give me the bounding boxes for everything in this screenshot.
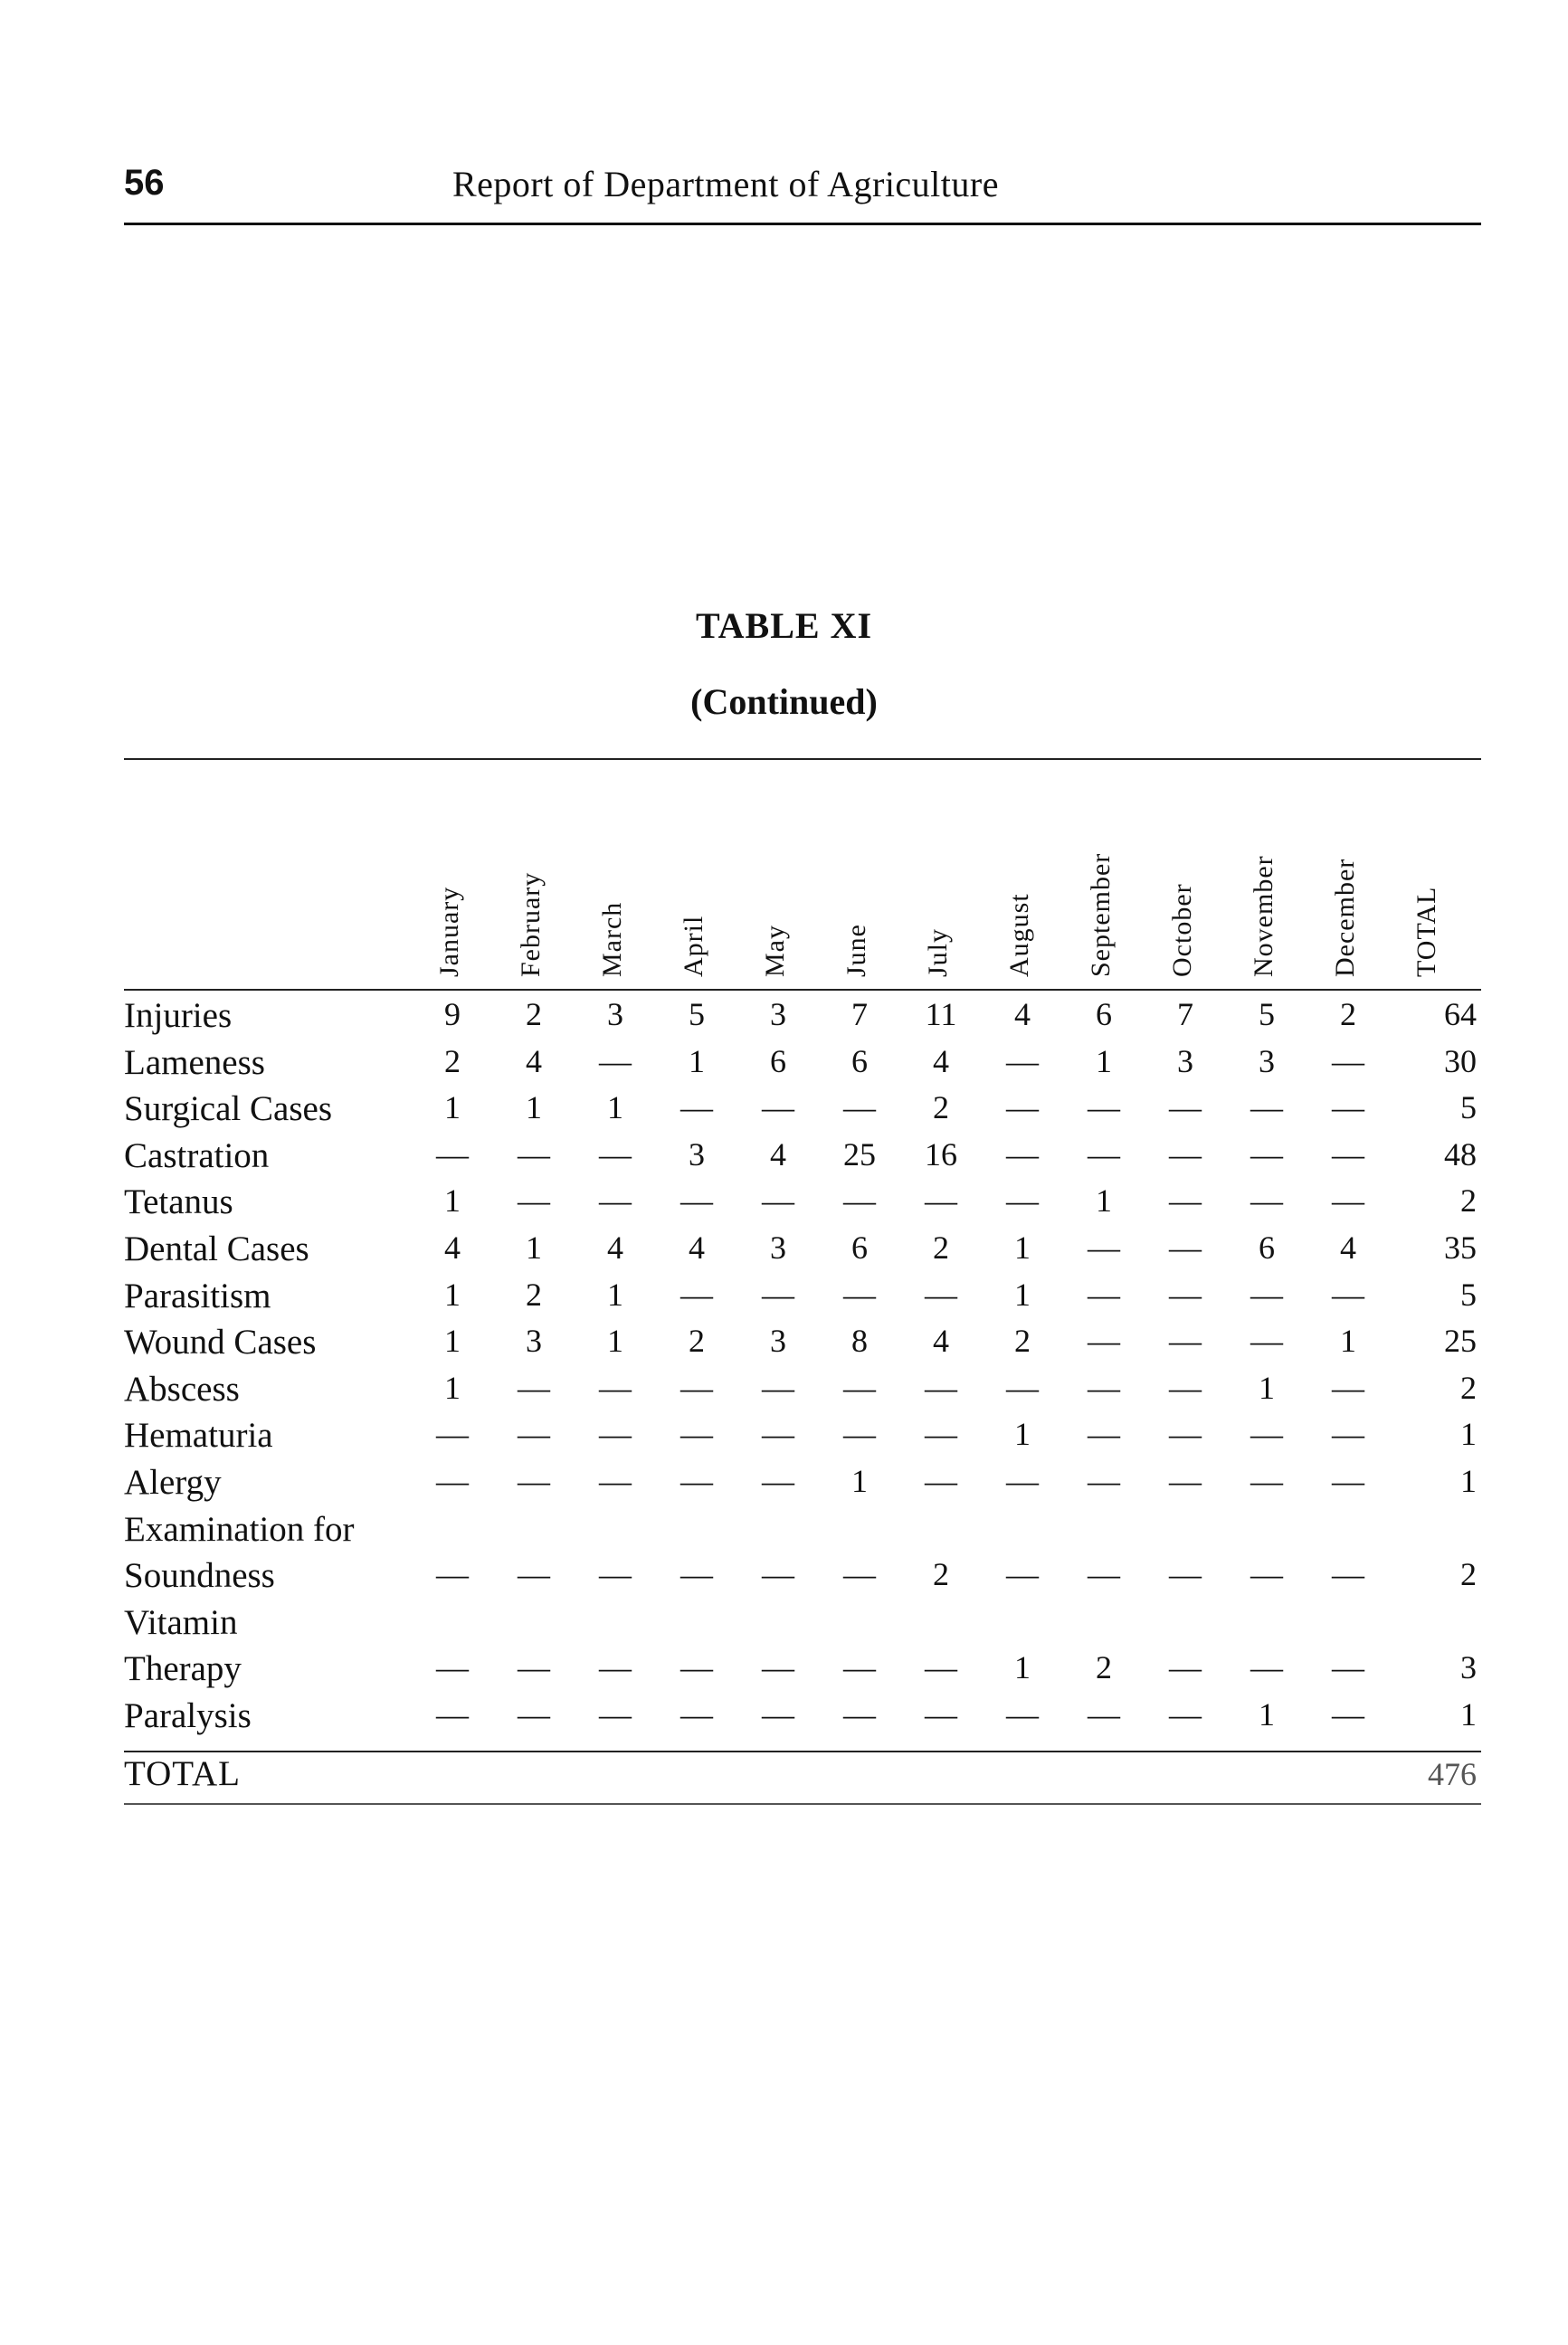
table-cell: 3 [1259, 1042, 1275, 1079]
table-cell: — [925, 1369, 957, 1406]
column-header-january [434, 796, 470, 977]
row-label: Tetanus [124, 1182, 233, 1222]
table-cell: — [925, 1182, 957, 1220]
table-row [0, 1322, 1568, 1369]
column-header-label: April [679, 915, 708, 977]
table-cell: — [1250, 1649, 1283, 1686]
table-cell: — [1088, 1229, 1120, 1266]
table-cell: — [599, 1182, 632, 1220]
table-cell: — [1169, 1416, 1202, 1453]
table-cell: — [680, 1649, 713, 1686]
table-cell: 1 [1014, 1276, 1031, 1313]
table-cell: — [1088, 1696, 1120, 1733]
table-cell: — [1169, 1556, 1202, 1593]
table-row [0, 1695, 1568, 1742]
table-cell: — [1088, 1416, 1120, 1453]
row-total-cell: 25 [1444, 1323, 1477, 1360]
row-label: Soundness [124, 1556, 275, 1596]
table-cell: — [680, 1276, 713, 1313]
table-cell: — [762, 1369, 794, 1406]
column-header-label: March [597, 901, 627, 977]
table-cell: — [1006, 1089, 1039, 1126]
table-cell: — [843, 1369, 876, 1406]
table-cell: 6 [1096, 996, 1112, 1032]
table-title: TABLE XI [695, 605, 873, 646]
row-total-cell: 5 [1460, 1089, 1477, 1126]
table-cell: — [1332, 1556, 1364, 1593]
table-cell: 4 [933, 1323, 949, 1360]
table-cell: 2 [1096, 1649, 1112, 1686]
table-row [0, 1229, 1568, 1276]
table-cell: — [843, 1182, 876, 1220]
table-cell: — [1088, 1556, 1120, 1593]
table-cell: — [925, 1276, 957, 1313]
column-header-label: August [1004, 893, 1034, 977]
table-cell: 1 [1014, 1229, 1031, 1266]
table-cell: — [843, 1556, 876, 1593]
table-cell: 1 [1259, 1369, 1275, 1406]
row-total-cell: 1 [1460, 1696, 1477, 1733]
row-label: Parasitism [124, 1276, 271, 1315]
table-cell: 4 [770, 1135, 786, 1172]
table-cell: — [1006, 1135, 1039, 1172]
table-cell: 1 [444, 1323, 461, 1360]
row-total-cell: 2 [1460, 1556, 1477, 1593]
column-header-august [1004, 796, 1041, 977]
table-cell: — [518, 1649, 550, 1686]
table-cell: — [436, 1696, 469, 1733]
table-cell: 3 [689, 1135, 705, 1172]
row-total-cell: 30 [1444, 1042, 1477, 1079]
total-label: TOTAL [124, 1754, 241, 1793]
table-row [0, 1415, 1568, 1462]
table-cell: — [680, 1696, 713, 1733]
column-header-may [760, 796, 796, 977]
table-cell: — [1250, 1416, 1283, 1453]
table-cell: 2 [1340, 996, 1356, 1032]
row-total-cell: 2 [1460, 1369, 1477, 1406]
table-cell: 1 [1259, 1696, 1275, 1733]
table-cell: 1 [1014, 1416, 1031, 1453]
table-cell: 7 [851, 996, 868, 1032]
column-header-october [1167, 796, 1203, 977]
running-title: Report of Department of Agriculture [452, 164, 999, 204]
table-cell: 1 [607, 1323, 623, 1360]
table-cell: — [1006, 1182, 1039, 1220]
table-cell: — [680, 1182, 713, 1220]
table-cell: 1 [526, 1089, 542, 1126]
table-cell: — [1332, 1042, 1364, 1079]
column-header-label: June [841, 924, 871, 977]
table-cell: — [599, 1135, 632, 1172]
table-cell: — [1006, 1556, 1039, 1593]
table-cell: 1 [1340, 1323, 1356, 1360]
table-cell: 16 [925, 1135, 957, 1172]
table-row [0, 1648, 1568, 1695]
row-label: Surgical Cases [124, 1089, 333, 1129]
table-cell: — [1169, 1276, 1202, 1313]
table-cell: — [762, 1649, 794, 1686]
table-row [0, 1555, 1568, 1602]
table-cell: — [762, 1416, 794, 1453]
table-cell: — [1169, 1649, 1202, 1686]
row-total-cell: 64 [1444, 996, 1477, 1032]
table-cell: 5 [1259, 996, 1275, 1032]
table-cell: 7 [1177, 996, 1193, 1032]
table-cell: 6 [770, 1042, 786, 1079]
table-cell: — [518, 1369, 550, 1406]
table-cell: 4 [607, 1229, 623, 1266]
table-row [0, 1602, 1568, 1649]
column-header-label: May [760, 925, 790, 977]
column-header-label: September [1086, 852, 1116, 977]
table-cell: 3 [1177, 1042, 1193, 1079]
column-header-label: January [434, 886, 464, 977]
table-cell: 1 [851, 1463, 868, 1499]
table-cell: 6 [851, 1229, 868, 1266]
table-cell: — [599, 1463, 632, 1499]
table-cell: 1 [607, 1089, 623, 1126]
table-cell: — [1169, 1229, 1202, 1266]
column-header-label: October [1167, 883, 1197, 977]
table-cell: — [436, 1416, 469, 1453]
table-cell: 1 [1096, 1042, 1112, 1079]
row-label: Hematuria [124, 1416, 273, 1456]
table-cell: — [1088, 1089, 1120, 1126]
table-row [0, 1369, 1568, 1416]
table-cell: 2 [933, 1229, 949, 1266]
table-cell: — [680, 1369, 713, 1406]
table-cell: — [1169, 1135, 1202, 1172]
table-cell: — [925, 1649, 957, 1686]
table-cell: — [843, 1276, 876, 1313]
table-cell: — [680, 1463, 713, 1499]
table-cell: — [1332, 1369, 1364, 1406]
table-cell: 3 [770, 996, 786, 1032]
column-header-february [516, 796, 552, 977]
table-row [0, 1509, 1568, 1556]
row-total-cell: 1 [1460, 1463, 1477, 1499]
column-header-label: February [516, 871, 546, 977]
row-total-cell: 3 [1460, 1649, 1477, 1686]
table-cell: — [843, 1696, 876, 1733]
table-cell: 1 [689, 1042, 705, 1079]
table-cell: 1 [1096, 1182, 1112, 1220]
table-cell: — [1332, 1182, 1364, 1220]
table-cell: 2 [526, 1276, 542, 1313]
table-cell: — [1006, 1369, 1039, 1406]
column-header-label: TOTAL [1411, 886, 1441, 977]
table-cell: — [1250, 1463, 1283, 1499]
table-cell: — [599, 1556, 632, 1593]
table-cell: — [762, 1696, 794, 1733]
table-cell: — [1088, 1135, 1120, 1172]
table-cell: — [1250, 1276, 1283, 1313]
table-cell: — [1250, 1182, 1283, 1220]
row-label: Vitamin [124, 1602, 238, 1642]
row-label: Therapy [124, 1649, 242, 1689]
row-label: Injuries [124, 996, 233, 1035]
table-cell: — [762, 1556, 794, 1593]
row-label: Examination for [124, 1509, 355, 1549]
table-cell: 4 [1340, 1229, 1356, 1266]
table-cell: 1 [526, 1229, 542, 1266]
row-label: Abscess [124, 1369, 240, 1409]
table-cell: — [599, 1042, 632, 1079]
table-cell: 2 [444, 1042, 461, 1079]
table-cell: — [436, 1556, 469, 1593]
column-header-december [1330, 796, 1366, 977]
table-cell: — [599, 1369, 632, 1406]
table-cell: — [1169, 1463, 1202, 1499]
table-cell: 2 [689, 1323, 705, 1360]
column-header-april [679, 796, 715, 977]
row-total-cell: 48 [1444, 1135, 1477, 1172]
table-cell: — [599, 1649, 632, 1686]
table-cell: — [843, 1649, 876, 1686]
table-cell: — [518, 1556, 550, 1593]
column-header-november [1249, 796, 1285, 977]
table-cell: — [762, 1089, 794, 1126]
row-label: Alergy [124, 1463, 222, 1502]
table-cell: — [925, 1463, 957, 1499]
table-cell: 3 [526, 1323, 542, 1360]
table-cell: 1 [444, 1089, 461, 1126]
grand-total: 476 [1428, 1756, 1477, 1792]
table-cell: 6 [1259, 1229, 1275, 1266]
column-header-label: December [1330, 858, 1360, 977]
table-cell: — [1169, 1369, 1202, 1406]
table-cell: — [1332, 1649, 1364, 1686]
table-cell: — [1332, 1463, 1364, 1499]
table-row [0, 1088, 1568, 1135]
column-header-september [1086, 796, 1122, 977]
table-cell: — [1332, 1696, 1364, 1733]
table-cell: — [762, 1182, 794, 1220]
table-cell: 1 [607, 1276, 623, 1313]
table-end-rule [124, 1803, 1481, 1805]
table-cell: — [436, 1649, 469, 1686]
table-row [0, 1135, 1568, 1182]
table-cell: — [1332, 1135, 1364, 1172]
table-cell: 3 [607, 996, 623, 1032]
table-cell: 4 [689, 1229, 705, 1266]
table-cell: 1 [444, 1182, 461, 1220]
table-subtitle: (Continued) [690, 681, 878, 722]
table-cell: 3 [770, 1323, 786, 1360]
table-cell: 25 [843, 1135, 876, 1172]
table-cell: — [599, 1416, 632, 1453]
table-cell: 1 [1014, 1649, 1031, 1686]
table-cell: — [1006, 1696, 1039, 1733]
table-cell: — [1332, 1416, 1364, 1453]
table-cell: — [599, 1696, 632, 1733]
table-cell: — [518, 1135, 550, 1172]
table-cell: — [518, 1182, 550, 1220]
table-cell: 2 [933, 1556, 949, 1593]
table-cell: — [762, 1276, 794, 1313]
row-label: Castration [124, 1135, 270, 1175]
table-cell: 4 [933, 1042, 949, 1079]
table-cell: 4 [526, 1042, 542, 1079]
total-rule [124, 1751, 1481, 1752]
table-cell: — [680, 1089, 713, 1126]
row-total-cell: 1 [1460, 1416, 1477, 1453]
table-cell: — [680, 1416, 713, 1453]
table-cell: — [1088, 1276, 1120, 1313]
table-cell: — [680, 1556, 713, 1593]
table-cell: — [436, 1135, 469, 1172]
table-cell: 2 [1014, 1323, 1031, 1360]
page-number: 56 [124, 163, 165, 203]
table-cell: 1 [444, 1276, 461, 1313]
table-cell: — [1250, 1089, 1283, 1126]
row-label: Wound Cases [124, 1323, 317, 1362]
table-cell: 3 [770, 1229, 786, 1266]
table-cell: — [1332, 1276, 1364, 1313]
table-row [0, 1462, 1568, 1509]
table-cell: 4 [444, 1229, 461, 1266]
table-cell: — [1088, 1463, 1120, 1499]
table-cell: — [925, 1416, 957, 1453]
table-row [0, 1042, 1568, 1089]
table-cell: — [843, 1089, 876, 1126]
column-header-june [841, 796, 878, 977]
table-cell: 11 [925, 996, 957, 1032]
page-header [124, 163, 1481, 217]
table-cell: — [1250, 1323, 1283, 1360]
row-label: Dental Cases [124, 1229, 309, 1268]
row-total-cell: 5 [1460, 1276, 1477, 1313]
table-cell: — [1169, 1182, 1202, 1220]
table-cell: 6 [851, 1042, 868, 1079]
column-header-march [597, 796, 633, 977]
table-cell: 4 [1014, 996, 1031, 1032]
row-label: Lameness [124, 1042, 265, 1082]
header-rule [124, 223, 1481, 225]
table-row [0, 1182, 1568, 1229]
table-row [0, 995, 1568, 1042]
table-cell: — [518, 1416, 550, 1453]
table-cell: — [1332, 1089, 1364, 1126]
table-cell: — [436, 1463, 469, 1499]
table-cell: — [1006, 1042, 1039, 1079]
table-cell: — [1169, 1696, 1202, 1733]
table-cell: — [518, 1463, 550, 1499]
table-cell: — [1006, 1463, 1039, 1499]
table-cell: 2 [526, 996, 542, 1032]
table-cell: — [1250, 1135, 1283, 1172]
table-cell: 8 [851, 1323, 868, 1360]
table-top-rule [124, 758, 1481, 760]
table-cell: 9 [444, 996, 461, 1032]
table-cell: 5 [689, 996, 705, 1032]
row-label: Paralysis [124, 1696, 252, 1735]
column-header-july [923, 796, 959, 977]
table-cell: 1 [444, 1369, 461, 1406]
table-cell: — [925, 1696, 957, 1733]
column-header-total [1411, 796, 1448, 977]
table-cell: — [762, 1463, 794, 1499]
row-total-cell: 2 [1460, 1182, 1477, 1220]
row-total-cell: 35 [1444, 1229, 1477, 1266]
table-cell: — [843, 1416, 876, 1453]
table-cell: — [1088, 1323, 1120, 1360]
table-cell: 2 [933, 1089, 949, 1126]
column-header-label: July [923, 927, 953, 977]
table-cell: — [1169, 1089, 1202, 1126]
header-bottom-rule [124, 989, 1481, 991]
table-cell: — [1169, 1323, 1202, 1360]
table-row [0, 1276, 1568, 1323]
table-cell: — [518, 1696, 550, 1733]
column-header-label: November [1249, 855, 1278, 977]
table-cell: — [1250, 1556, 1283, 1593]
table-cell: — [1088, 1369, 1120, 1406]
